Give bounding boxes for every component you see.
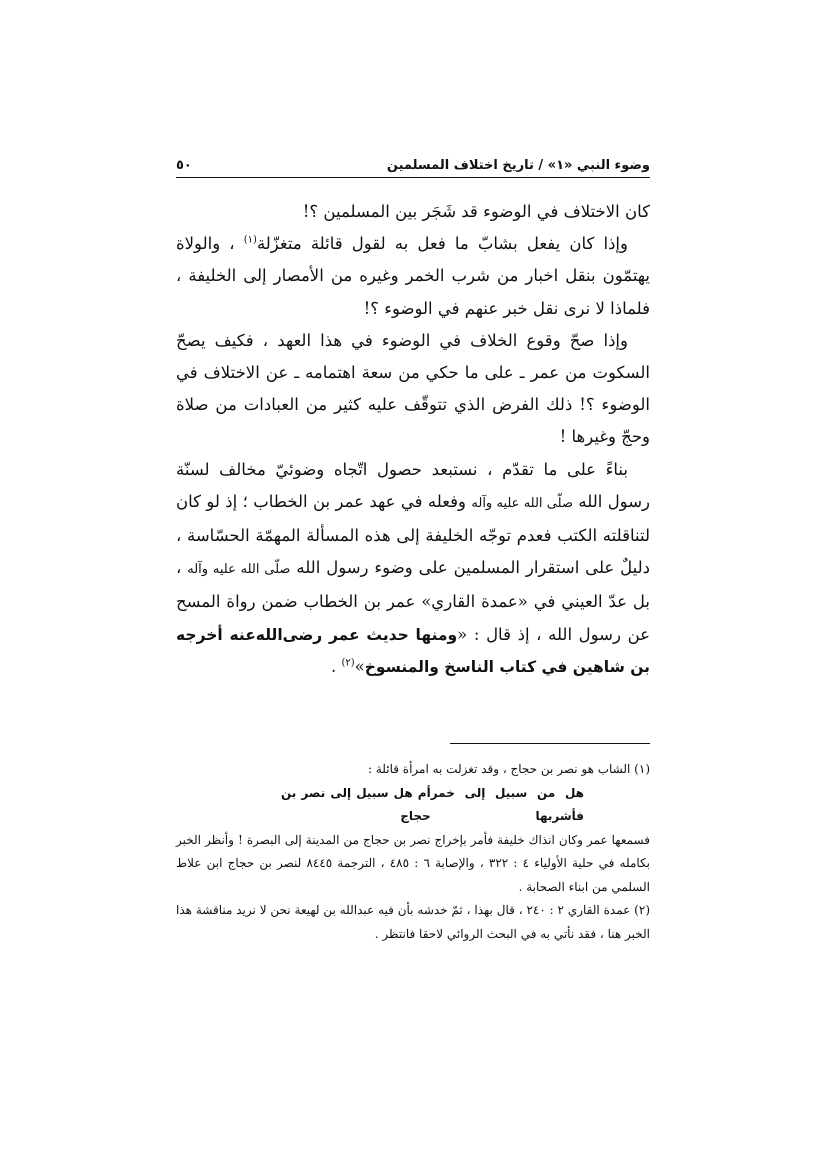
- verse-second-hemistich: أم هل سبيل إلى نصر بن حجاج: [281, 785, 431, 823]
- footnote-ref-1: (١): [243, 234, 257, 246]
- footnote-separator: [450, 743, 650, 744]
- paragraph-4-start: بناءً على ما تقدّم ، نستبعد حصول اتّجاه وضوئيّ مخالف لسنّة رسول الله: [176, 459, 650, 511]
- footnote-1-body: فسمعها عمر وكان انذاك خليفة فأمر بإخراج نصر بن حجاج من المدينة إلى البصرة ! وأنظر الخبر بكامله في حلية الأولياء ٤ : ٣٢٢ ، والإصابة ٦ : ٤٨٥ ، الترجمة ٨٤٤٥ لنصر بن حجاج ابن علاط السلمي من ابناء الصحابة .: [176, 832, 650, 894]
- quote-close: »: [354, 656, 365, 676]
- paragraph-4-middle: وفعله في عهد عمر بن الخطاب ؛ إذ لو كان لتناقلته الكتب فعدم توجّه الخليفة إلى هذه المسألة المهمّة الحسّاسة ، دليلٌ على استقرار المسلمين على وضوء رسول الله: [176, 491, 651, 578]
- paragraph-2-rest: ، والولاة يهتمّون بنقل اخبار من شرب الخمر وغيره من الأمصار إلى الخليفة ، فلماذا لا نرى نقل خبر عنهم في الوضوء ؟!: [176, 234, 650, 318]
- paragraph-4: [176, 454, 650, 683]
- footnote-1-intro: (١) الشاب هو نصر بن حجاج ، وقد تغزلت به امرأة قائلة :: [367, 762, 650, 776]
- poem-verse: [176, 782, 650, 829]
- page-header: [176, 150, 650, 178]
- paragraph-2-start: وإذا كان يفعل بشابّ ما فعل به لقول قائلة متغزّلة: [256, 234, 628, 254]
- footnote-ref-2: (٢): [341, 657, 355, 669]
- paragraph-4-end: .: [330, 656, 342, 676]
- footnote-2: (٢) عمدة القاري ٢ : ٢٤٠ ، قال بهذا ، ثمّ خدشه بأن فيه عبدالله بن لهيعة نحن لا نريد مناقشة هذا الخبر هنا ، فقد نأتي به في البحث الروائي لاحقا فانتظر .: [176, 903, 650, 941]
- salawat-glyph-2: صلّى الله عليه وآله: [187, 562, 291, 578]
- footnotes: [176, 758, 650, 946]
- main-text: [176, 196, 650, 683]
- running-title: وضوء النبي «١» / تاريخ اختلاف المسلمين: [386, 158, 650, 173]
- verse-first-hemistich: هل من سبيل إلى خمر فأشربها: [430, 785, 584, 823]
- salawat-glyph: صلّى الله عليه وآله: [471, 495, 573, 511]
- paragraph-4-quote-intro: ، بل عدّ العيني في «عمدة القاري» عمر بن الخطاب ضمن رواة المسح عن رسول الله ، إذ قال : «: [176, 558, 650, 644]
- paragraph-3: وإذا صحّ وقوع الخلاف في الوضوء في هذا العهد ، فكيف يصحّ السكوت من عمر ـ على ما حكي من سعة اهتمامه ـ عن الاختلاف في الوضوء ؟! ذلك الفرض الذي تتوقّف عليه كثير من العبادات من صلاة وحجّ وغيرها !: [176, 330, 650, 447]
- paragraph-2: [176, 228, 650, 325]
- paragraph-1: كان الاختلاف في الوضوء قد شَجَر بين المسلمين ؟!: [302, 202, 650, 221]
- page-number: ٥٠: [176, 158, 192, 173]
- bold-quotation: ومنها حديث عمر رضى‌الله‌عنه أخرجه بن شاهين في كتاب الناسخ والمنسوخ: [176, 625, 650, 676]
